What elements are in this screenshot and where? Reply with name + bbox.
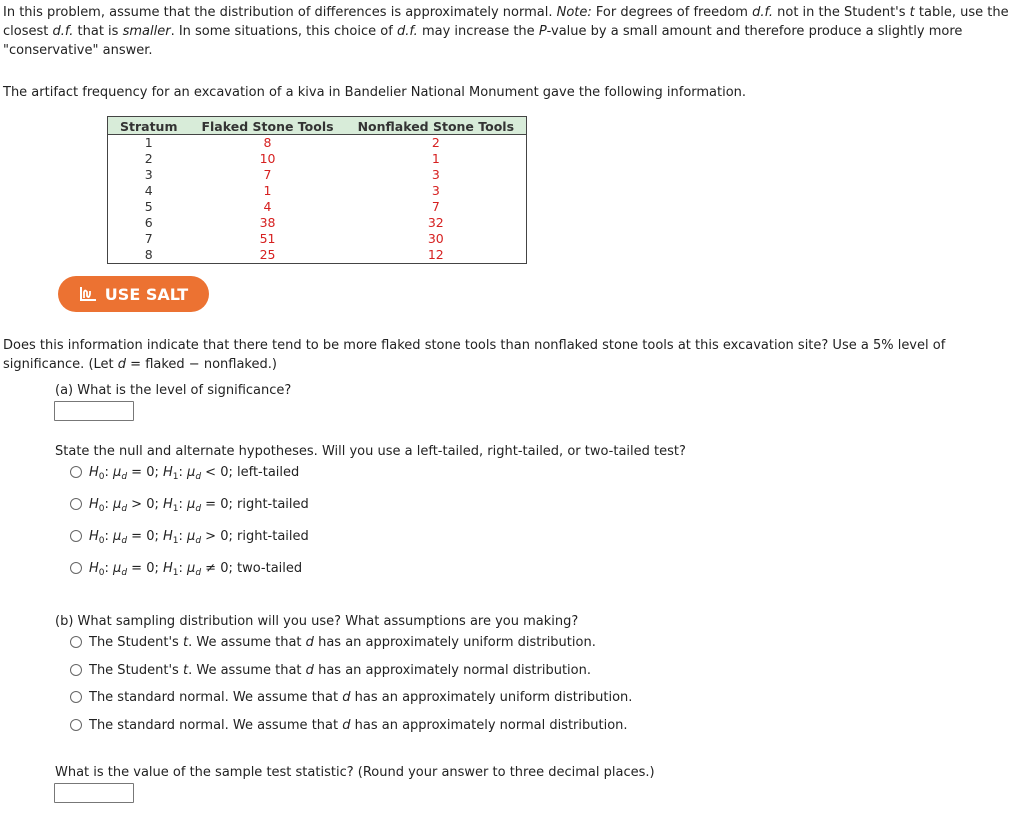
flaked-cell: 8 (263, 135, 272, 150)
stratum-cell: 6 (144, 215, 153, 230)
test-statistic-input[interactable] (54, 783, 134, 803)
radio-button[interactable] (70, 636, 82, 648)
hypotheses-prompt: State the null and alternate hypotheses. Will you use a left-tailed, right-tailed, or two-tailed test? (55, 444, 686, 459)
table-row (108, 151, 527, 167)
hypothesis-text: $H_0$: $\mu_d = 0$; $H_1$: $\mu_d \ne 0$; two-tailed (89, 560, 303, 578)
distribution-text: The standard normal. We assume that d has an approximately uniform distribution. (89, 689, 633, 705)
header-stratum: Stratum (108, 117, 190, 135)
flaked-cell: 10 (259, 151, 276, 166)
hypothesis-option[interactable] (70, 527, 309, 545)
stratum-cell: 2 (144, 151, 153, 166)
header-flaked: Flaked Stone Tools (189, 117, 345, 135)
part-a-prompt: (a) What is the level of significance? (55, 383, 292, 398)
radio-button[interactable] (70, 498, 82, 510)
nonflaked-cell: 12 (427, 247, 444, 262)
nonflaked-cell: 2 (431, 135, 440, 150)
significance-level-input[interactable] (54, 401, 134, 421)
distribution-text: The Student's t. We assume that d has an approximately uniform distribution. (89, 634, 596, 650)
use-salt-label: USE SALT (104, 284, 189, 304)
salt-chart-icon (79, 286, 97, 302)
table-row (108, 199, 527, 215)
flaked-cell: 4 (263, 199, 272, 214)
artifact-table (107, 116, 527, 264)
distribution-option[interactable] (70, 661, 591, 679)
distribution-option[interactable] (70, 688, 632, 706)
stratum-cell: 3 (144, 167, 153, 182)
stratum-cell: 1 (144, 135, 153, 150)
hypothesis-option[interactable] (70, 463, 299, 481)
radio-button[interactable] (70, 719, 82, 731)
stratum-cell: 4 (144, 183, 153, 198)
hypothesis-option[interactable] (70, 495, 309, 513)
nonflaked-cell: 30 (427, 231, 444, 246)
nonflaked-cell: 32 (427, 215, 444, 230)
context-text: The artifact frequency for an excavation of a kiva in Bandelier National Monument gave the following information. (3, 85, 747, 100)
nonflaked-cell: 3 (431, 183, 440, 198)
flaked-cell: 25 (259, 247, 276, 262)
hypothesis-text: $H_0$: $\mu_d = 0$; $H_1$: $\mu_d > 0$; right-tailed (89, 528, 309, 546)
radio-button[interactable] (70, 562, 82, 574)
main-question: Does this information indicate that there tend to be more flaked stone tools than nonflaked stone tools at this excavation site? Use a 5% level of significance. (Let d = flaked − nonflaked.) (3, 338, 946, 372)
part-b-prompt: (b) What sampling distribution will you use? What assumptions are you making? (55, 614, 579, 629)
distribution-text: The Student's t. We assume that d has an approximately normal distribution. (89, 662, 591, 678)
hypothesis-text: $H_0$: $\mu_d > 0$; $H_1$: $\mu_d = 0$; right-tailed (89, 496, 309, 514)
table-row (108, 167, 527, 183)
hypothesis-text: $H_0$: $\mu_d = 0$; $H_1$: $\mu_d < 0$; left-tailed (89, 464, 300, 482)
nonflaked-cell: 1 (431, 151, 440, 166)
stratum-cell: 7 (144, 231, 153, 246)
table-row (108, 247, 527, 264)
distribution-option[interactable] (70, 633, 596, 651)
distribution-text: The standard normal. We assume that d has an approximately normal distribution. (89, 717, 628, 733)
distribution-option[interactable] (70, 716, 628, 734)
table-row (108, 135, 527, 152)
nonflaked-cell: 7 (431, 199, 440, 214)
table-row (108, 183, 527, 199)
flaked-cell: 51 (259, 231, 276, 246)
flaked-cell: 38 (259, 215, 276, 230)
intro-paragraph: In this problem, assume that the distribution of differences is approximately normal. Note: For degrees of freedom d.f. not in the Student's t table, use the closest d.f. that is smaller. In some situations, this choice of d.f. may increase the P-value by a small amount and therefore produce a slightly more "conservative" answer. (3, 5, 1009, 58)
table-row (108, 215, 527, 231)
radio-button[interactable] (70, 466, 82, 478)
flaked-cell: 1 (263, 183, 272, 198)
radio-button[interactable] (70, 530, 82, 542)
stratum-cell: 8 (144, 247, 153, 262)
hypothesis-option[interactable] (70, 559, 302, 577)
stratum-cell: 5 (144, 199, 153, 214)
test-stat-prompt: What is the value of the sample test statistic? (Round your answer to three decimal places.) (55, 765, 655, 780)
header-nonflaked: Nonflaked Stone Tools (346, 117, 527, 135)
use-salt-button[interactable] (58, 276, 209, 312)
table-row (108, 231, 527, 247)
radio-button[interactable] (70, 691, 82, 703)
radio-button[interactable] (70, 664, 82, 676)
nonflaked-cell: 3 (431, 167, 440, 182)
flaked-cell: 7 (263, 167, 272, 182)
